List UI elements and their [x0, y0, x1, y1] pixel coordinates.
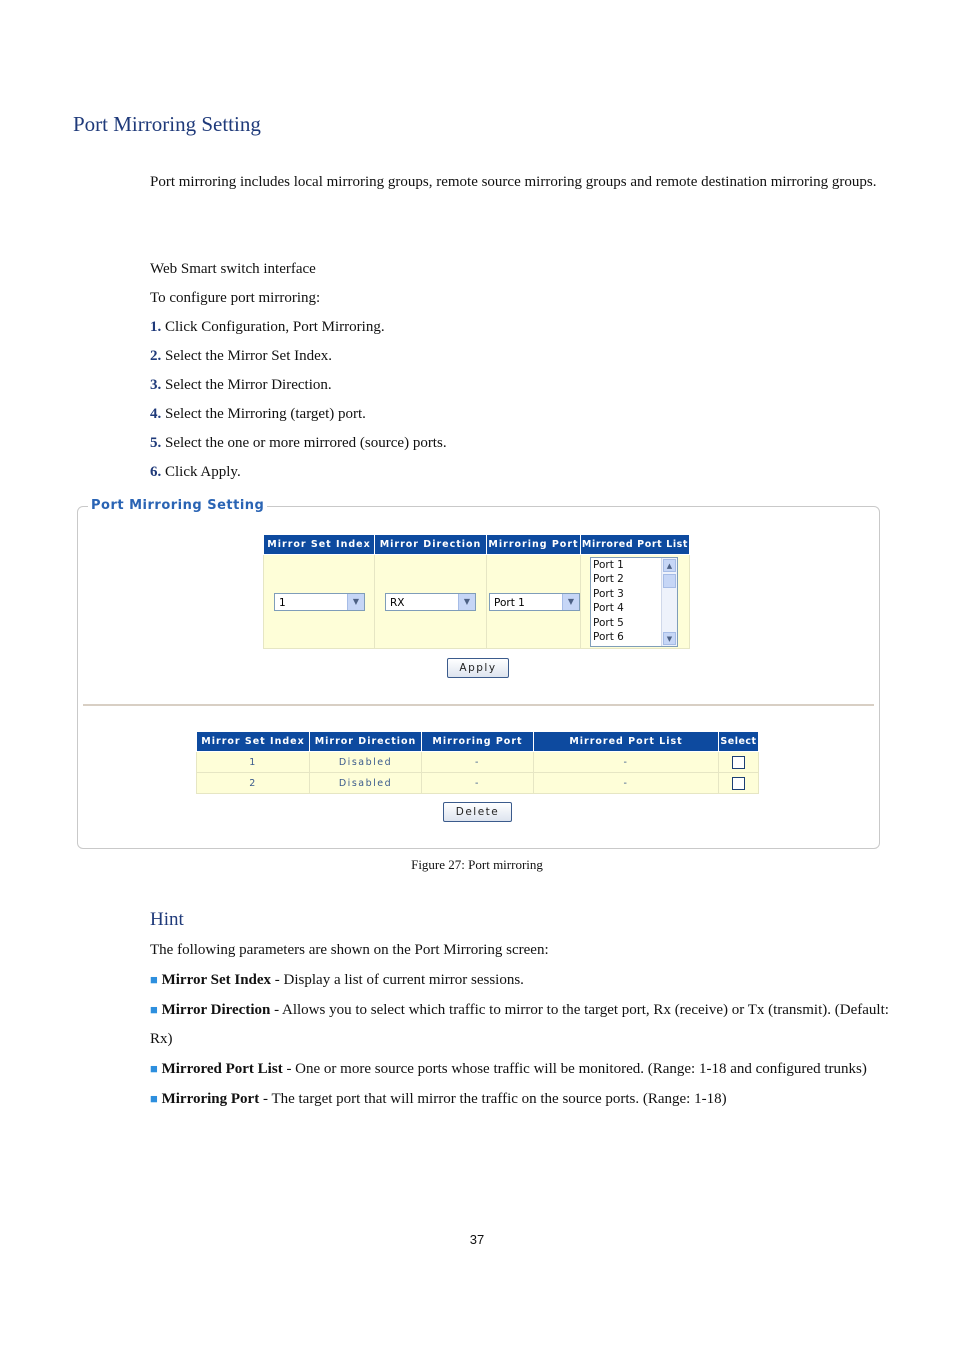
hint-item: ■ Mirror Set Index - Display a list of current mirror sessions.: [150, 972, 524, 988]
row-mirrored-list: -: [534, 773, 719, 794]
step-item: 6. Click Apply.: [150, 464, 241, 480]
cell-mirror-direction: [375, 555, 487, 649]
mirrored-port-listbox[interactable]: [590, 557, 678, 647]
step-item: 4. Select the Mirroring (target) port.: [150, 406, 366, 422]
chevron-down-icon: ▼: [458, 594, 475, 610]
row-select-cell: [719, 752, 759, 773]
listbox-option[interactable]: Port 5: [593, 616, 624, 629]
listbox-option[interactable]: Port 4: [593, 602, 624, 615]
apply-button[interactable]: Apply: [447, 658, 509, 678]
listbox-option[interactable]: Port 6: [593, 631, 624, 644]
bullet-square-icon: ■: [150, 1091, 158, 1106]
hint-item: ■ Mirroring Port - The target port that will mirror the traffic on the source ports. (Range: 1-18): [150, 1091, 727, 1107]
row-mirrored-list: -: [534, 752, 719, 773]
mirror-sessions-table: [196, 731, 759, 794]
hint-title: Hint: [150, 909, 184, 930]
interface-label: Web Smart switch interface: [150, 261, 316, 277]
intro-paragraph: Port mirroring includes local mirroring groups, remote source mirroring groups and remote destination mirroring groups.: [150, 174, 877, 190]
bullet-square-icon: ■: [150, 972, 158, 987]
mirror-direction-select[interactable]: RX ▼: [385, 593, 476, 611]
step-item: 3. Select the Mirror Direction.: [150, 377, 332, 393]
mirror-config-table: [263, 534, 690, 649]
chevron-down-icon: ▼: [562, 594, 579, 610]
section-title: Port Mirroring Setting: [73, 112, 261, 136]
listbox-option[interactable]: Port 1: [593, 558, 624, 571]
bullet-square-icon: ■: [150, 1061, 158, 1076]
header-select: Select: [719, 732, 759, 752]
hint-lead: The following parameters are shown on the Port Mirroring screen:: [150, 942, 549, 958]
header-mirroring-port: Mirroring Port: [422, 732, 534, 752]
header-mirror-set-index: Mirror Set Index: [197, 732, 310, 752]
table-row: [197, 752, 759, 773]
step-item: 1. Click Configuration, Port Mirroring.: [150, 319, 385, 335]
header-mirrored-port-list: Mirrored Port List: [581, 535, 690, 555]
scroll-up-icon[interactable]: ▲: [663, 559, 676, 572]
scroll-down-icon[interactable]: ▼: [663, 632, 676, 645]
bullet-square-icon: ■: [150, 1002, 158, 1017]
panel-legend: Port Mirroring Setting: [88, 498, 267, 513]
figure-caption: Figure 27: Port mirroring: [411, 857, 543, 872]
row-index: 1: [197, 752, 310, 773]
cell-mirror-set-index: [264, 555, 375, 649]
row-select-checkbox[interactable]: [732, 777, 745, 790]
page-number: 37: [469, 1232, 485, 1247]
mirror-set-index-select[interactable]: 1 ▼: [274, 593, 365, 611]
cell-mirrored-port-list: [581, 555, 690, 649]
row-mirroring-port: -: [422, 752, 534, 773]
cell-mirroring-port: [487, 555, 581, 649]
configure-label: To configure port mirroring:: [150, 290, 321, 306]
row-direction: Disabled: [310, 773, 422, 794]
row-mirroring-port: -: [422, 773, 534, 794]
row-index: 2: [197, 773, 310, 794]
chevron-down-icon: ▼: [347, 594, 364, 610]
header-mirroring-port: Mirroring Port: [487, 535, 581, 555]
step-item: 5. Select the one or more mirrored (source) ports.: [150, 435, 447, 451]
scroll-thumb[interactable]: [663, 574, 676, 588]
row-select-cell: [719, 773, 759, 794]
header-mirrored-port-list: Mirrored Port List: [534, 732, 719, 752]
step-item: 2. Select the Mirror Set Index.: [150, 348, 333, 364]
steps-list: [150, 255, 447, 487]
panel-divider: [83, 704, 874, 706]
listbox-option[interactable]: Port 2: [593, 573, 624, 586]
delete-button[interactable]: Delete: [443, 802, 512, 822]
header-mirror-set-index: Mirror Set Index: [264, 535, 375, 555]
listbox-scrollbar[interactable]: [661, 558, 677, 646]
listbox-option[interactable]: Port 3: [593, 587, 624, 600]
hint-item: ■ Mirror Direction - Allows you to select which traffic to mirror to the target port, Rx (receive) or Tx (transmit). (Default: Rx): [150, 1002, 889, 1047]
header-mirror-direction: Mirror Direction: [310, 732, 422, 752]
hint-body: [150, 936, 890, 1114]
table-row: [197, 773, 759, 794]
row-direction: Disabled: [310, 752, 422, 773]
mirroring-port-select[interactable]: Port 1 ▼: [489, 593, 580, 611]
header-mirror-direction: Mirror Direction: [375, 535, 487, 555]
hint-item: ■ Mirrored Port List - One or more source ports whose traffic will be monitored. (Range: 1-18 and configured trunks): [150, 1061, 867, 1077]
row-select-checkbox[interactable]: [732, 756, 745, 769]
